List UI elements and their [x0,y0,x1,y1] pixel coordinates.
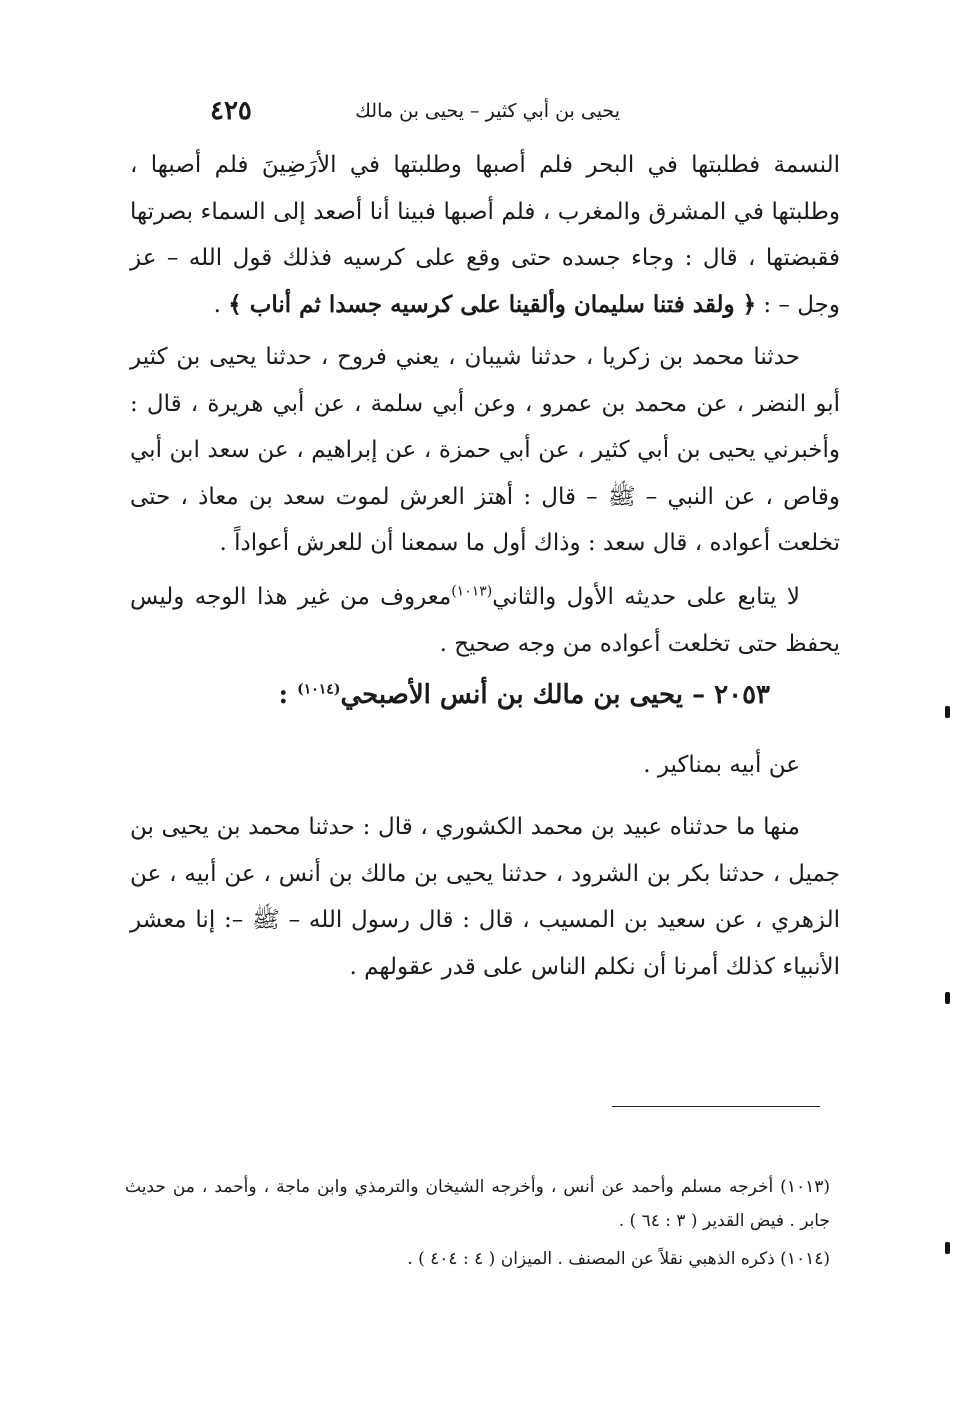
commentary-paragraph [130,574,840,667]
paragraph-continuation [130,142,840,328]
entry-number: ٢٠٥٣ [714,680,770,710]
entry-dash: – [683,680,715,710]
paragraph-body [130,574,840,667]
paragraph-text: منها ما حدثناه عبيد بن محمد الكشوري ، قال : حدثنا محمد بن يحيى بن جميل ، حدثنا بكر بن الشرود ، حدثنا يحيى بن مالك بن أنس ، عن أبيه ، عن الزهري ، عن سعيد بن المسيب ، قال : قال رسول الله – ﷺ –: إنا معشر الأنبياء كذلك أمرنا أن نكلم الناس على قدر عقولهم . [130,814,840,980]
footnote-reference: (١٠١٣) [451,583,493,600]
paragraph-text: النسمة فطلبتها في البحر فلم أصبها وطلبتها في الأرَضِينَ فلم أصبها ، وطلبتها في المشرق والمغرب ، فلم أصبها فبينا أنا أصعد إلى السماء بصرتها فقبضتها ، قال : وجاء جسده حتى وقع على كرسيه فذلك قول الله – عز وجل – : [130,152,840,318]
entry-name: يحيى بن مالك بن أنس الأصبحي [340,680,684,710]
footnotes [125,1170,830,1280]
hadith-paragraph-2 [130,804,840,990]
hadith-paragraph [130,334,840,567]
quran-quote: ﴿ ولقد فتنا سليمان وألقينا على كرسيه جسدا ثم أناب ﴾ [228,290,757,318]
paragraph-text: حدثنا محمد بن زكريا ، حدثنا شيبان ، يعني فروح ، حدثنا يحيى بن كثير أبو النضر ، عن محمد بن عمرو ، وعن أبي سلمة ، عن أبي هريرة ، قال : وأخبرني يحيى بن أبي كثير ، عن أبي حمزة ، عن إبراهيم ، عن سعد ابن أبي وقاص ، عن النبي – ﷺ – قال : أهتز العرش لموت سعد بن معاذ ، حتى تخلعت أعواده ، قال سعد : وذاك أول ما سمعنا أن للعرش أعواداً . [130,344,840,556]
footnote-reference: (١٠١٤) [297,681,341,698]
paragraph-text: عن أبيه بمناكير . [643,752,800,778]
entry-colon: : [278,680,298,710]
margin-mark [945,706,950,718]
footnote-1014: (١٠١٤) ذكره الذهبي نقلاً عن المصنف . الميزان ( ٤ : ٤٠٤ ) . [407,1249,830,1269]
margin-mark [945,992,950,1004]
footnote-1013: (١٠١٣) أخرجه مسلم وأحمد عن أنس ، وأخرجه الشيخان والترمذي وابن ماجة ، وأحمد ، من حديث جابر . فيض القدير ( ٣ : ٦٤ ) . [125,1177,830,1231]
entry-heading [250,680,770,710]
page-header [200,96,620,136]
footnote-separator [612,1106,820,1107]
paragraph-text: معروف من غير هذا الوجه وليس يحفظ حتى تخلعت أعواده من وجه صحيح . [130,584,840,657]
paragraph-end: . [213,291,229,318]
margin-mark [945,1242,950,1254]
running-title: يحيى بن أبي كثير – يحيى بن مالك [355,100,620,122]
paragraph-text: لا يتابع على حديثه الأول والثاني [492,584,800,610]
page-number: ٤٢٥ [210,96,252,126]
narration-summary [130,742,840,789]
